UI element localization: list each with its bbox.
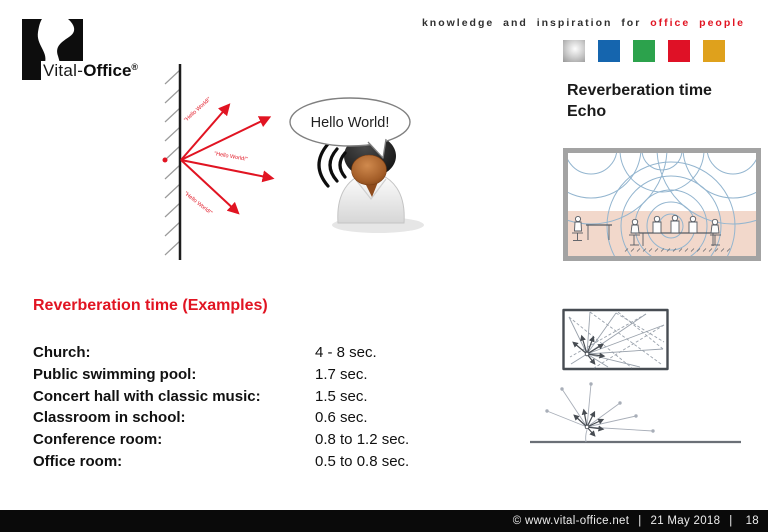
color-square-blue — [598, 40, 620, 62]
example-label: Classroom in school: — [33, 409, 186, 427]
examples-title: Reverberation time (Examples) — [33, 297, 268, 314]
example-label: Conference room: — [33, 431, 163, 449]
example-row — [33, 385, 409, 407]
examples-table — [33, 342, 409, 472]
example-value: 0.5 to 0.8 sec. — [315, 452, 410, 470]
color-square-gold — [703, 40, 725, 62]
echo-text-labels — [183, 96, 248, 216]
example-row — [33, 429, 409, 451]
closed-room-sketch — [560, 305, 672, 375]
example-row — [33, 342, 409, 364]
sound-source-dot — [163, 158, 168, 163]
topic-line2: Echo — [567, 103, 607, 120]
footer-page-number: 18 — [745, 515, 759, 527]
example-label: Church: — [33, 344, 91, 362]
example-label: Concert hall with classic music: — [33, 387, 261, 405]
wall-hatching — [165, 70, 180, 255]
example-value: 1.7 sec. — [315, 366, 368, 384]
footer-date: 21 May 2018 — [650, 515, 721, 527]
echo-label-3: "Hello World!" — [182, 190, 214, 217]
color-square-silver — [563, 40, 585, 62]
example-value: 0.6 sec. — [315, 409, 368, 427]
tagline-black: knowledge and inspiration for — [421, 17, 642, 29]
example-row — [33, 450, 409, 472]
example-label: Public swimming pool: — [33, 366, 197, 384]
topic-line1: Reverberation time — [567, 82, 712, 99]
color-square-green — [633, 40, 655, 62]
footer-bar — [0, 510, 768, 532]
brand-color-squares — [563, 40, 725, 62]
footer-site: © www.vital-office.net — [512, 515, 630, 527]
tagline-red: office people — [650, 17, 745, 29]
example-value: 1.5 sec. — [315, 387, 368, 405]
echo-label-2: "Hello World!" — [213, 151, 248, 163]
topic-heading — [567, 80, 712, 122]
footer-separator: | — [729, 515, 733, 527]
example-row — [33, 407, 409, 429]
brand-wordmark — [41, 61, 141, 82]
brand-prefix: Vital- — [43, 61, 84, 80]
footer-separator: | — [638, 515, 642, 527]
reverberation-room-diagram — [563, 148, 761, 261]
registered-mark: ® — [131, 62, 139, 72]
example-label: Office room: — [33, 452, 123, 470]
tagline — [422, 17, 745, 29]
speech-bubble-text: Hello World! — [310, 115, 390, 131]
sound-waves-icon — [319, 144, 345, 186]
example-value: 0.8 to 1.2 sec. — [315, 431, 410, 449]
free-field-sketch — [528, 380, 748, 450]
example-row — [33, 364, 409, 386]
echo-label-1: "Hello World!" — [183, 96, 213, 124]
echo-illustration — [140, 60, 450, 285]
color-square-red — [668, 40, 690, 62]
avatar-face — [352, 155, 387, 185]
brand-suffix: Office — [83, 61, 132, 80]
example-value: 4 - 8 sec. — [315, 344, 377, 362]
